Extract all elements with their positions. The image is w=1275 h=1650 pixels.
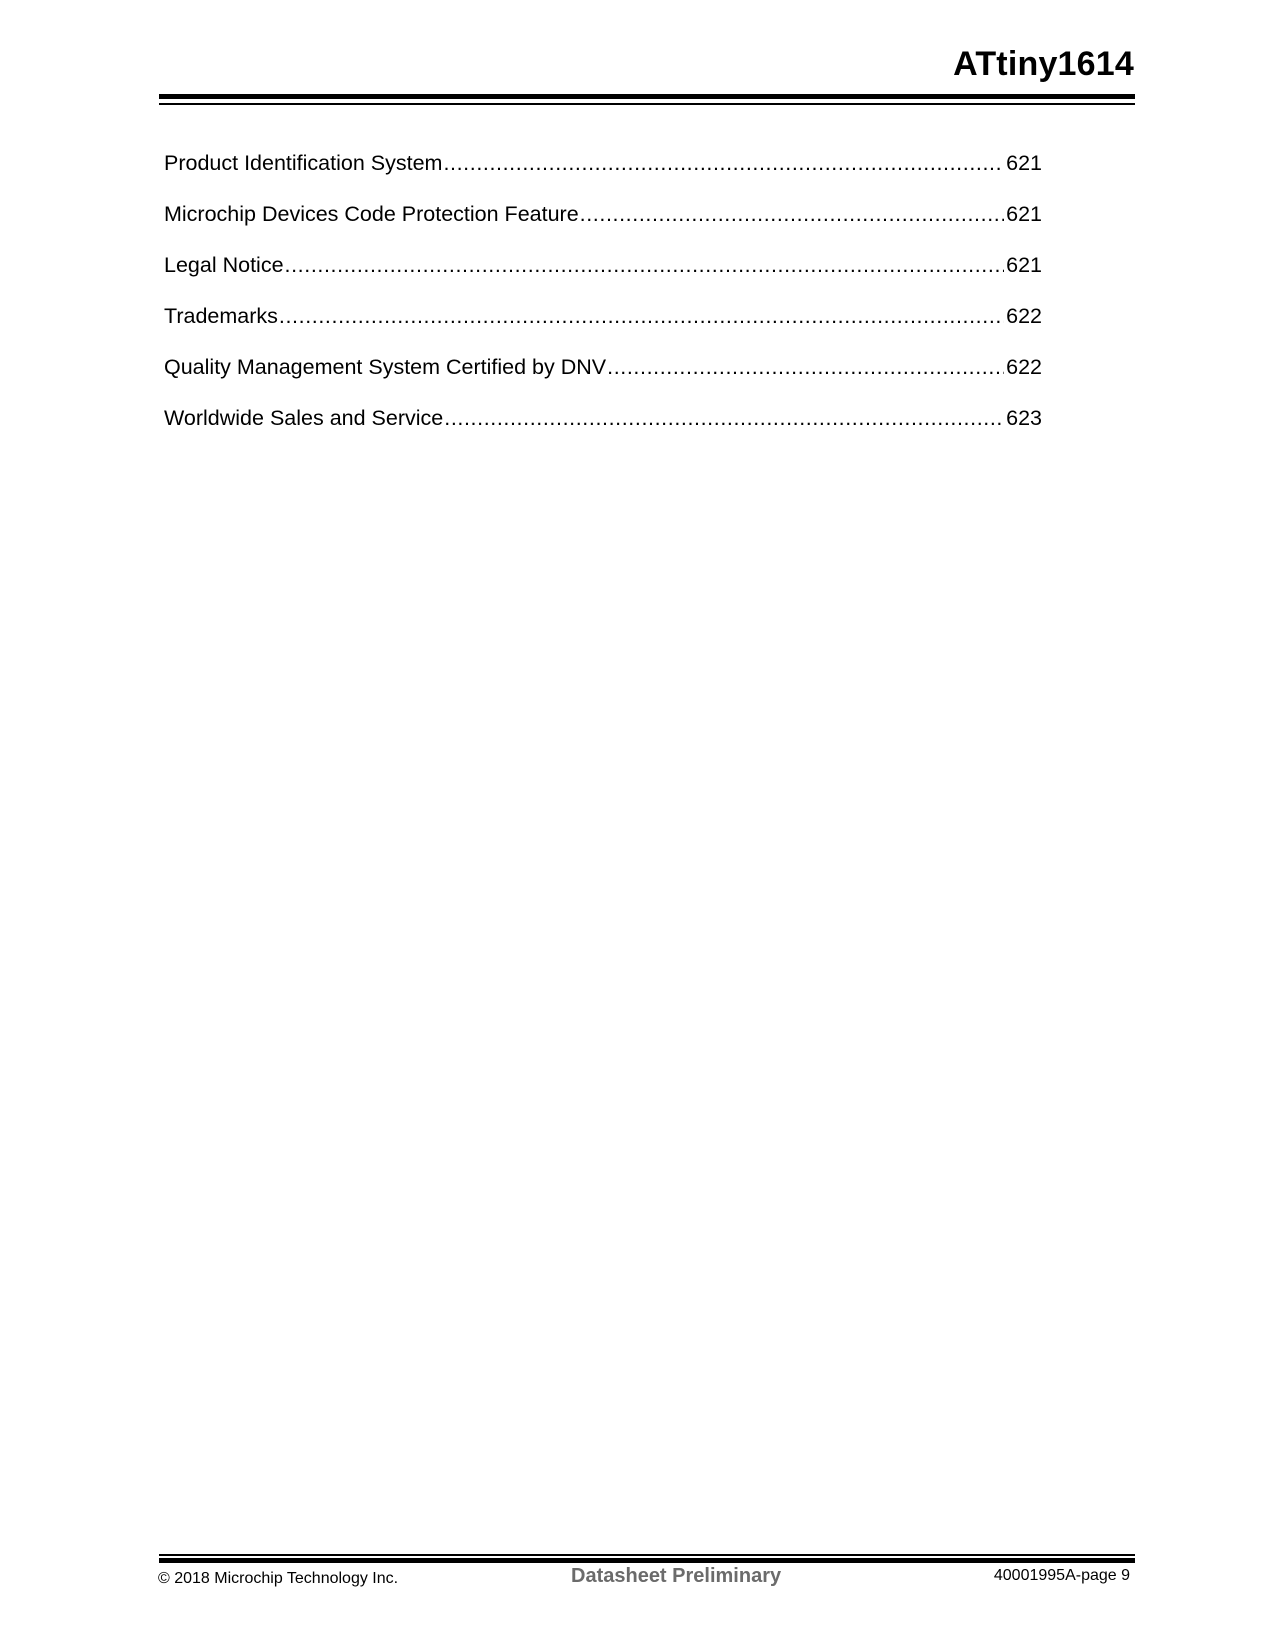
toc-dot-leader bbox=[580, 199, 1004, 229]
document-title: ATtiny1614 bbox=[953, 45, 1134, 83]
toc-dot-leader bbox=[285, 250, 1005, 280]
toc-entry-page: 621 bbox=[1006, 151, 1042, 175]
toc-entry-page: 623 bbox=[1006, 406, 1042, 430]
footer-copyright: © 2018 Microchip Technology Inc. bbox=[158, 1570, 399, 1587]
toc-entry-code-protection-feature[interactable] bbox=[164, 199, 1042, 250]
toc-dot-leader bbox=[443, 148, 1004, 178]
toc-entry-legal-notice[interactable] bbox=[164, 250, 1042, 301]
footer-rule-thick bbox=[159, 1558, 1135, 1563]
toc-entry-title: Worldwide Sales and Service bbox=[164, 406, 444, 430]
toc-entry-title: Product Identification System bbox=[164, 151, 443, 175]
toc-entry-quality-management-system[interactable] bbox=[164, 352, 1042, 403]
table-of-contents bbox=[164, 148, 1042, 454]
toc-entry-page: 621 bbox=[1006, 202, 1042, 226]
footer-page-number: 40001995A-page 9 bbox=[993, 1567, 1130, 1584]
toc-entry-title: Quality Management System Certified by DNV bbox=[164, 355, 607, 379]
toc-entry-title: Microchip Devices Code Protection Feature bbox=[164, 202, 579, 226]
header-rule-thick bbox=[159, 94, 1135, 99]
toc-entry-page: 621 bbox=[1006, 253, 1042, 277]
header-rule-thin bbox=[159, 103, 1135, 105]
toc-dot-leader bbox=[444, 403, 1004, 433]
toc-entry-page: 622 bbox=[1006, 304, 1042, 328]
toc-dot-leader bbox=[279, 301, 1004, 331]
toc-entry-title: Legal Notice bbox=[164, 253, 284, 277]
toc-entry-product-identification-system[interactable] bbox=[164, 148, 1042, 199]
toc-entry-title: Trademarks bbox=[164, 304, 278, 328]
toc-entry-trademarks[interactable] bbox=[164, 301, 1042, 352]
footer-document-status: Datasheet Preliminary bbox=[571, 1565, 782, 1587]
toc-entry-page: 622 bbox=[1006, 355, 1042, 379]
toc-entry-worldwide-sales-and-service[interactable] bbox=[164, 403, 1042, 454]
toc-dot-leader bbox=[607, 352, 1004, 382]
footer-rule-thin bbox=[159, 1554, 1135, 1556]
